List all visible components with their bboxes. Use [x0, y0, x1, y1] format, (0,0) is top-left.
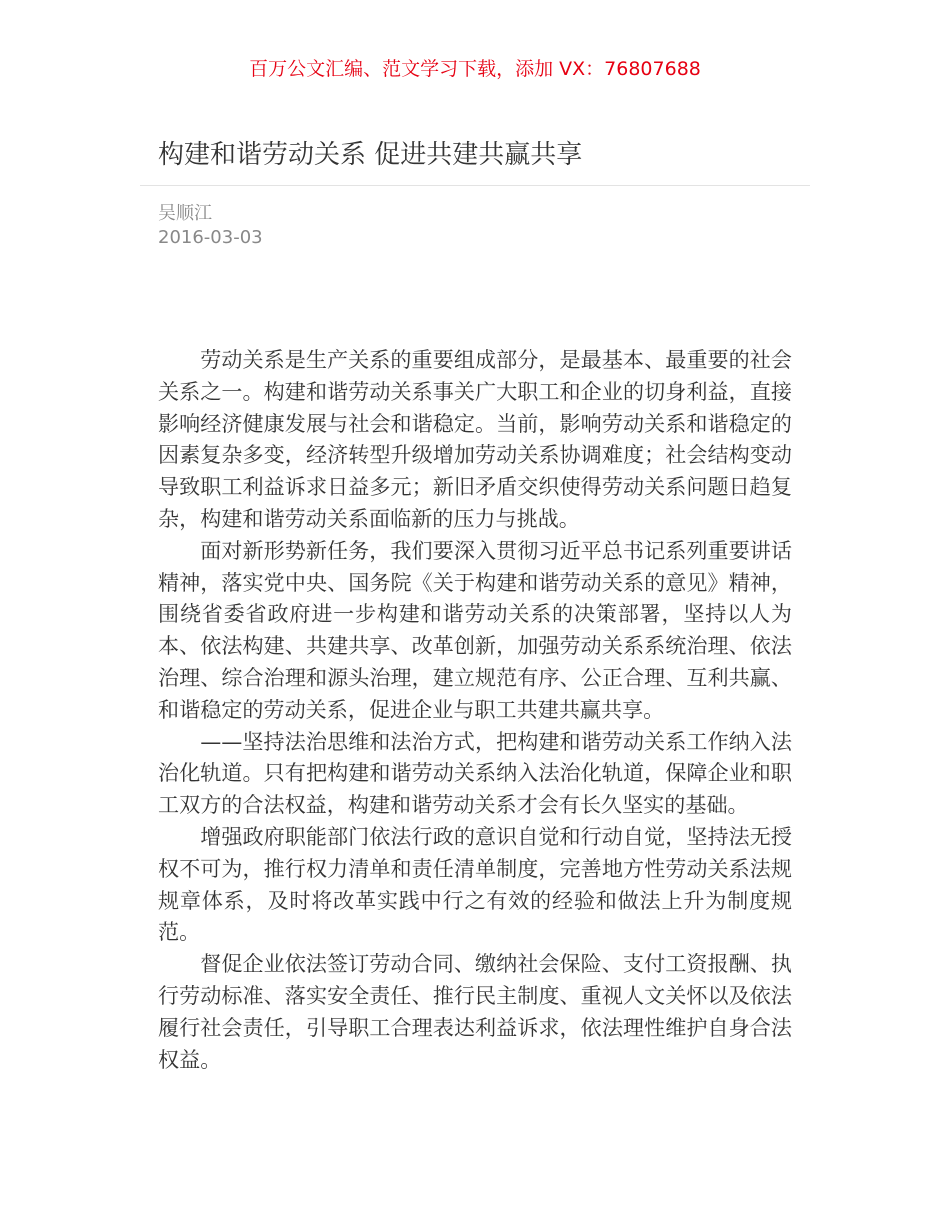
- article-title: 构建和谐劳动关系 促进共建共赢共享: [158, 140, 583, 170]
- article-date: 2016-03-03: [158, 227, 263, 248]
- article-body: [158, 344, 792, 1075]
- paragraph: ——坚持法治思维和法治方式，把构建和谐劳动关系工作纳入法治化轨道。只有把构建和谐劳动关系纳入法治化轨道，保障企业和职工双方的合法权益，构建和谐劳动关系才会有长久坚实的基础。: [158, 728, 792, 818]
- title-divider: [140, 185, 810, 186]
- promo-banner: 百万公文汇编、范文学习下载，添加 VX：76807688: [249, 58, 701, 80]
- paragraph: 劳动关系是生产关系的重要组成部分，是最基本、最重要的社会关系之一。构建和谐劳动关系事关广大职工和企业的切身利益，直接影响经济健康发展与社会和谐稳定。当前，影响劳动关系和谐稳定的因素复杂多变，经济转型升级增加劳动关系协调难度；社会结构变动导致职工利益诉求日益多元；新旧矛盾交织使得劳动关系问题日趋复杂，构建和谐劳动关系面临新的压力与挑战。: [158, 347, 792, 531]
- paragraph: 增强政府职能部门依法行政的意识自觉和行动自觉，坚持法无授权不可为，推行权力清单和责任清单制度，完善地方性劳动关系法规规章体系，及时将改革实践中行之有效的经验和做法上升为制度规范。: [158, 823, 792, 945]
- article-author: 吴顺江: [158, 203, 212, 224]
- paragraph: 面对新形势新任务，我们要深入贯彻习近平总书记系列重要讲话精神，落实党中央、国务院《关于构建和谐劳动关系的意见》精神，围绕省委省政府进一步构建和谐劳动关系的决策部署，坚持以人为本、依法构建、共建共享、改革创新，加强劳动关系系统治理、依法治理、综合治理和源头治理，建立规范有序、公正合理、互利共赢、和谐稳定的劳动关系，促进企业与职工共建共赢共享。: [158, 537, 792, 722]
- paragraph: 督促企业依法签订劳动合同、缴纳社会保险、支付工资报酬、执行劳动标准、落实安全责任、推行民主制度、重视人文关怀以及依法履行社会责任，引导职工合理表达利益诉求，依法理性维护自身合法权益。: [158, 951, 792, 1072]
